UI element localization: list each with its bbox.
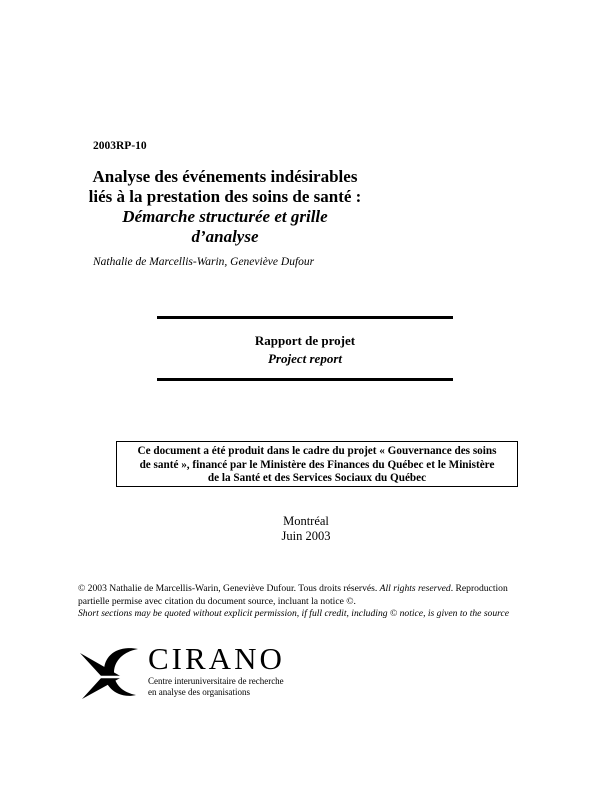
title-line-1: Analyse des événements indésirables xyxy=(92,167,358,186)
copyright-line-3: Short sections may be quoted without explicit permission, if full credit, including © notice, is given to the source xyxy=(78,608,510,619)
subtitle-line-1: Démarche structurée et grille xyxy=(122,207,328,226)
report-type-en: Project report xyxy=(267,351,342,366)
report-type-block xyxy=(157,332,453,368)
date: Juin 2003 xyxy=(281,529,331,543)
logo-tagline-line-1: Centre interuniversitaire de recherche xyxy=(148,676,284,686)
copyright-line-2: partielle permise avec citation du document source, incluant la notice ©. xyxy=(78,595,356,607)
logo-wordmark: CIRANO xyxy=(148,641,285,676)
copyright-notice xyxy=(78,583,548,621)
logo-tagline xyxy=(148,676,284,697)
subtitle-line-2: d’analyse xyxy=(191,227,259,246)
funding-note-line-2: de santé », financé par le Ministère des Finances du Québec et le Ministère xyxy=(139,458,495,471)
logo-tagline-line-2: en analyse des organisations xyxy=(148,686,251,697)
report-type-fr: Rapport de projet xyxy=(254,333,356,348)
title-block xyxy=(60,167,390,247)
copyright-line-1 xyxy=(78,583,548,596)
funding-note-box xyxy=(116,441,518,487)
place: Montréal xyxy=(283,514,329,528)
title-line-2: liés à la prestation des soins de santé : xyxy=(88,187,362,206)
authors: Nathalie de Marcellis-Warin, Geneviève Dufour xyxy=(93,256,315,268)
copyright-line-1-text: © 2003 Nathalie de Marcellis-Warin, Geneviève Dufour. Tous droits réservés. xyxy=(78,583,380,594)
bottom-rule xyxy=(157,378,453,381)
top-rule xyxy=(157,316,453,319)
funding-note-line-1: Ce document a été produit dans le cadre du projet « Gouvernance des soins xyxy=(137,445,497,457)
funding-note-line-3: de la Santé et des Services Sociaux du Québec xyxy=(207,472,427,485)
report-number: 2003RP-10 xyxy=(93,140,147,152)
copyright-line-1-italic: All rights reserved xyxy=(379,583,451,594)
copyright-line-1-end: . Reproduction xyxy=(450,583,508,594)
place-date xyxy=(256,514,356,544)
